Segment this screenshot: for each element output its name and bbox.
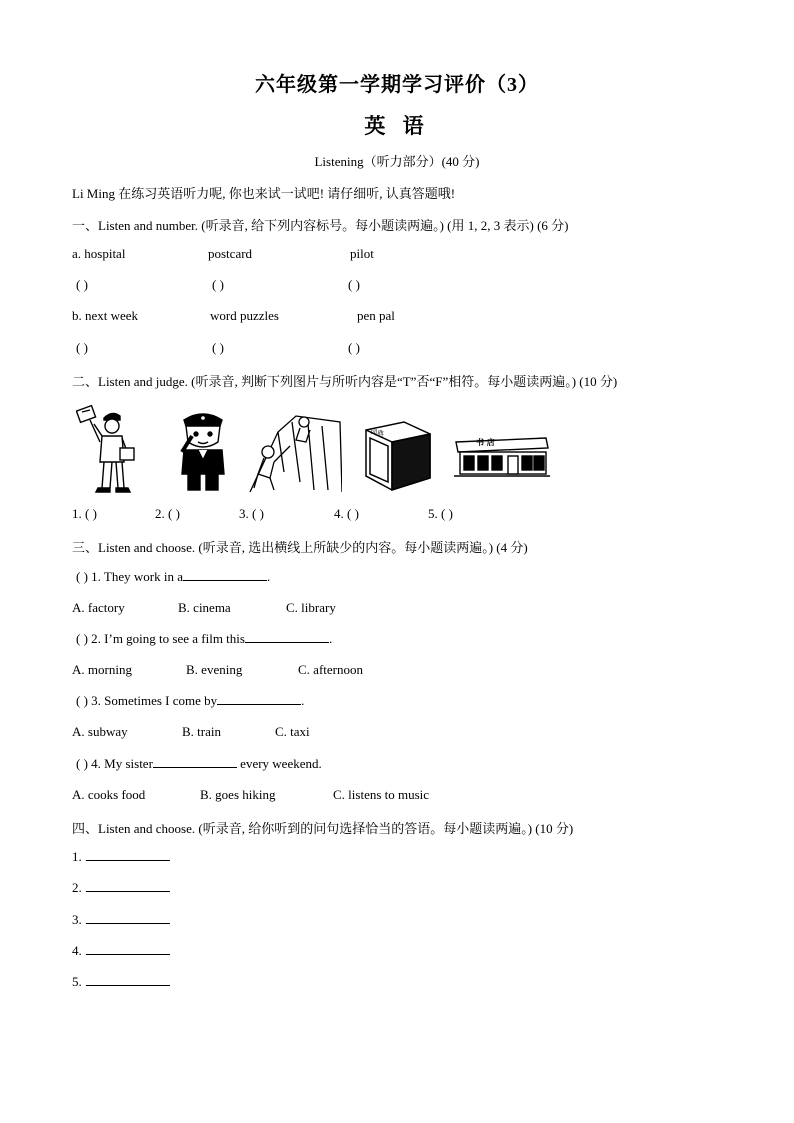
hiking-icon xyxy=(248,412,342,494)
option[interactable]: C. library xyxy=(286,600,336,615)
fill-blank[interactable] xyxy=(153,756,237,768)
answer-line[interactable] xyxy=(86,943,170,955)
answer-line[interactable] xyxy=(86,849,170,861)
part1-word: postcard xyxy=(208,246,253,261)
judge-answer[interactable]: 3. ( ) xyxy=(239,506,264,521)
postman-icon xyxy=(76,404,146,496)
answer-paren[interactable]: ( ) xyxy=(76,277,88,292)
option[interactable]: C. taxi xyxy=(275,724,310,739)
answer-line[interactable] xyxy=(86,880,170,892)
dictionary-label: 词典 xyxy=(369,427,385,439)
intro-text: Li Ming 在练习英语听力呢, 你也来试一试吧! 请仔细听, 认真答题哦! xyxy=(72,186,456,201)
fill-blank[interactable] xyxy=(245,631,329,643)
answer-paren[interactable]: ( ) xyxy=(76,340,88,355)
part4-instruction: 四、Listen and choose. (听录音, 给你听到的问句选择恰当的答语。每小题读两遍。) (10 分) xyxy=(72,821,574,836)
part1-word: word puzzles xyxy=(210,308,279,323)
section-header: Listening（听力部分）(40 分) xyxy=(314,154,480,169)
answer-item: 4. xyxy=(72,943,170,959)
question-stem: ( ) 4. My sister every weekend. xyxy=(76,756,322,771)
part1-instruction: 一、Listen and number. (听录音, 给下列内容标号。每小题读两遍。) (用 1, 2, 3 表示) (6 分) xyxy=(72,218,569,233)
option[interactable]: A. cooks food xyxy=(72,787,146,802)
subject-title: 英 语 xyxy=(364,114,430,138)
judge-answer[interactable]: 2. ( ) xyxy=(155,506,180,521)
question-stem: ( ) 3. Sometimes I come by . xyxy=(76,693,305,708)
page-title: 六年级第一学期学习评价（3） xyxy=(255,74,539,96)
judge-answer[interactable]: 5. ( ) xyxy=(428,506,453,521)
answer-item: 2. xyxy=(72,880,170,896)
answer-line[interactable] xyxy=(86,912,170,924)
option[interactable]: A. factory xyxy=(72,600,125,615)
answer-item: 5. xyxy=(72,974,170,990)
answer-item: 3. xyxy=(72,912,170,928)
part1-word: b. next week xyxy=(72,308,139,323)
option[interactable]: B. cinema xyxy=(178,600,231,615)
option[interactable]: A. subway xyxy=(72,724,128,739)
answer-line[interactable] xyxy=(86,974,170,986)
judge-answer[interactable]: 1. ( ) xyxy=(72,506,97,521)
fill-blank[interactable] xyxy=(217,693,301,705)
answer-item: 1. xyxy=(72,849,170,865)
judge-answer[interactable]: 4. ( ) xyxy=(334,506,359,521)
part1-word: pilot xyxy=(350,246,374,261)
option[interactable]: A. morning xyxy=(72,662,132,677)
bookstore-icon xyxy=(452,428,552,480)
answer-paren[interactable]: ( ) xyxy=(212,277,224,292)
bookstore-label: 书 店 xyxy=(476,438,495,447)
police-officer-icon xyxy=(176,408,230,494)
part1-word: pen pal xyxy=(357,308,395,323)
option[interactable]: B. evening xyxy=(186,662,243,677)
answer-paren[interactable]: ( ) xyxy=(212,340,224,355)
dictionary-icon xyxy=(360,420,436,492)
question-stem: ( ) 1. They work in a . xyxy=(76,569,271,584)
option[interactable]: B. train xyxy=(182,724,221,739)
answer-paren[interactable]: ( ) xyxy=(348,277,360,292)
fill-blank[interactable] xyxy=(183,569,267,581)
option[interactable]: B. goes hiking xyxy=(200,787,276,802)
option[interactable]: C. listens to music xyxy=(333,787,430,802)
option[interactable]: C. afternoon xyxy=(298,662,363,677)
part1-word: a. hospital xyxy=(72,246,126,261)
part3-instruction: 三、Listen and choose. (听录音, 选出横线上所缺少的内容。每小题读两遍。) (4 分) xyxy=(72,540,528,555)
question-stem: ( ) 2. I’m going to see a film this . xyxy=(76,631,333,646)
part2-instruction: 二、Listen and judge. (听录音, 判断下列图片与所听内容是“T”否“F”相符。每小题读两遍。) (10 分) xyxy=(72,374,618,389)
answer-paren[interactable]: ( ) xyxy=(348,340,360,355)
